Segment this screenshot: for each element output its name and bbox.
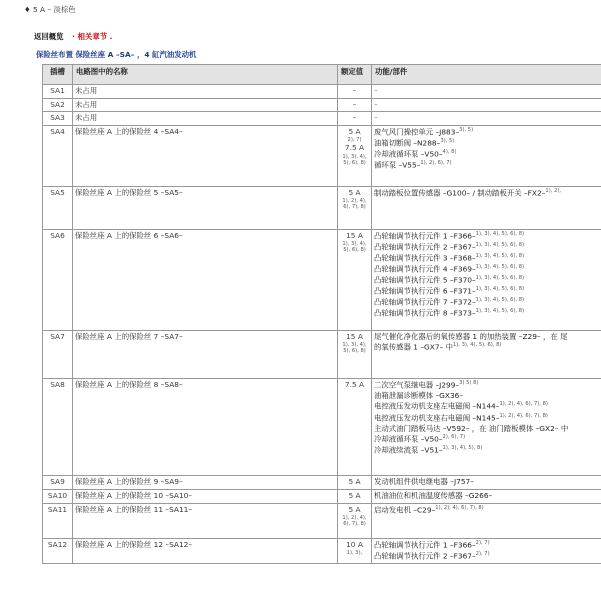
rating-cell xyxy=(338,98,372,112)
circuit-name-cell: 保险丝座 A 上的保险丝 10 –SA10– xyxy=(73,489,338,503)
rating-cell xyxy=(338,112,372,126)
table-row xyxy=(43,125,601,186)
footnote-refs: 1), 2), 6), 7) xyxy=(420,159,452,166)
rating-cell xyxy=(338,186,372,229)
component-line xyxy=(374,253,601,264)
slot-cell: SA7 xyxy=(43,330,73,378)
rating-value: 15 A xyxy=(346,230,363,240)
component-text: 凸轮轴调节执行元件 7 –F372– xyxy=(374,297,476,307)
header-name: 电路图中的名称 xyxy=(73,65,338,85)
function-cell xyxy=(372,112,601,126)
component-text: 凸轮轴调节执行元件 2 –F367– xyxy=(374,242,476,252)
table-row xyxy=(43,330,601,378)
table-row xyxy=(43,229,601,330)
table-row xyxy=(43,489,601,503)
rating-value: 7.5 A xyxy=(344,379,365,389)
rating-footnote-refs: 1), 3), 4), 5), 6), 8) xyxy=(342,241,367,254)
rating-footnote-refs-alt: 1), 3), 4), 5), 6), 8) xyxy=(342,153,367,166)
related-chapters-link[interactable]: · 相关章节 . xyxy=(72,32,113,41)
component-text: 凸轮轴调节执行元件 6 –F371– xyxy=(374,286,476,296)
component-text: 冷却液续流泵 –V51– xyxy=(374,445,443,455)
footnote-refs: 3), 5) xyxy=(440,137,455,144)
component-text: 发动机组件供电继电器 –J757– xyxy=(374,476,474,486)
footnote-refs: 1), 2), 4), 6), 7), 8) xyxy=(435,504,484,511)
slot-cell: SA11 xyxy=(43,503,73,538)
circuit-name-cell: 未占用 xyxy=(73,85,338,99)
component-text: 凸轮轴调节执行元件 3 –F368– xyxy=(374,253,476,263)
rating-value: – xyxy=(352,86,357,95)
component-line xyxy=(374,477,601,488)
rating-cell xyxy=(338,489,372,503)
function-cell xyxy=(372,85,601,99)
component-text: 电控液压发动机支座左电磁阀 –N144– xyxy=(374,401,500,411)
component-line xyxy=(374,342,601,353)
function-cell xyxy=(372,186,601,229)
component-text: – xyxy=(374,86,378,95)
footnote-refs: 1), 3), 4), 5), 6), 8) xyxy=(475,241,525,248)
table-row xyxy=(43,186,601,229)
component-text: 油箱切断阀 –N288– xyxy=(374,138,441,148)
component-line xyxy=(374,401,601,412)
component-text: 凸轮轴调节执行元件 1 –F366– xyxy=(374,540,476,550)
slot-cell: SA4 xyxy=(43,125,73,186)
component-text: 电控液压发动机支座右电磁阀 –N145– xyxy=(374,412,500,422)
rating-cell xyxy=(338,125,372,186)
footnote-refs: 4), 8) xyxy=(442,148,457,155)
circuit-name-cell: 保险丝座 A 上的保险丝 12 –SA12– xyxy=(73,538,338,563)
component-line xyxy=(374,275,601,286)
component-text: 凸轮轴调节执行元件 2 –F367– xyxy=(374,551,476,561)
component-text: 二次空气泵继电器 –J299– xyxy=(374,380,460,390)
back-to-overview-link[interactable]: 返回概览 xyxy=(34,32,64,41)
component-line xyxy=(374,551,601,562)
rating-footnote-refs: 1), 3), xyxy=(346,550,363,557)
footnote-refs: 1), 2), xyxy=(545,187,561,194)
component-line xyxy=(374,491,601,502)
nav-links xyxy=(34,31,112,42)
rating-cell xyxy=(338,85,372,99)
component-text: 废气风门操控单元 –J883– xyxy=(374,127,460,137)
component-line xyxy=(374,127,601,138)
rating-value-alt: 7.5 A xyxy=(344,143,365,153)
component-text: – xyxy=(374,113,378,123)
table-row xyxy=(43,112,601,126)
component-text: 的氧传感器 1 –GX7– 中 xyxy=(374,342,453,352)
component-text: 凸轮轴调节执行元件 4 –F369– xyxy=(374,264,476,274)
component-line xyxy=(374,149,601,160)
function-cell xyxy=(372,489,601,503)
component-line xyxy=(374,380,601,391)
section-title: 保险丝布置 保险丝座 A –SA– ，4 缸汽油发动机 xyxy=(36,50,197,59)
component-line xyxy=(374,391,601,402)
component-line xyxy=(374,264,601,275)
slot-cell: SA10 xyxy=(43,489,73,503)
slot-cell: SA5 xyxy=(43,186,73,229)
header-function: 功能/部件 xyxy=(372,65,601,85)
rating-value: 5 A xyxy=(348,126,361,136)
component-line xyxy=(374,160,601,171)
component-text: 尾气催化净化器后的氧传感器 1 的加热装置 –Z29– ，在 尾 xyxy=(374,331,568,341)
table-row xyxy=(43,378,601,475)
rating-value: 15 A xyxy=(346,331,363,341)
component-line xyxy=(374,413,601,424)
circuit-name-cell: 保险丝座 A 上的保险丝 4 –SA4– xyxy=(73,125,338,186)
slot-cell: SA12 xyxy=(43,538,73,563)
footnote-refs: 2), 6), 7) xyxy=(442,434,466,441)
slot-cell: SA3 xyxy=(43,112,73,126)
table-row xyxy=(43,98,601,112)
component-text: 凸轮轴调节执行元件 8 –F373– xyxy=(374,308,476,318)
component-line xyxy=(374,286,601,297)
table-body xyxy=(43,85,601,564)
function-cell xyxy=(372,538,601,563)
component-text: 凸轮轴调节执行元件 5 –F370– xyxy=(374,275,476,285)
rating-value: 5 A xyxy=(348,187,361,197)
color-note: ♦ 5 A – 淡棕色 xyxy=(24,5,76,14)
component-text: 机油油位和机油温度传感器 –G266– xyxy=(374,490,493,500)
footnote-refs: 1), 3), 4), 5), 6), 8) xyxy=(475,275,525,282)
footnote-refs: 1), 2), 4), 6), 7), 8) xyxy=(499,412,548,419)
rating-cell xyxy=(338,229,372,330)
footnote-refs: 1), 3), 4), 5), 6), 8) xyxy=(475,308,525,315)
component-line xyxy=(374,100,601,111)
component-text: – xyxy=(374,99,378,109)
rating-cell xyxy=(338,503,372,538)
component-line xyxy=(374,424,601,435)
fuse-table-container xyxy=(42,64,601,607)
table-row xyxy=(43,538,601,563)
rating-footnote-refs: 2), 7) xyxy=(347,137,362,144)
fuse-table xyxy=(42,64,601,564)
component-line xyxy=(374,505,601,516)
component-line xyxy=(374,332,601,343)
rating-cell xyxy=(338,378,372,475)
footnote-refs: 1), 3), 4), 5), 6), 8) xyxy=(452,342,502,349)
circuit-name-cell: 保险丝座 A 上的保险丝 5 –SA5– xyxy=(73,186,338,229)
slot-cell: SA1 xyxy=(43,85,73,99)
footnote-refs: 1), 3), 4), 5), 6), 8) xyxy=(475,263,525,270)
circuit-name-cell: 保险丝座 A 上的保险丝 9 –SA9– xyxy=(73,475,338,489)
circuit-name-cell: 保险丝座 A 上的保险丝 8 –SA8– xyxy=(73,378,338,475)
component-line xyxy=(374,434,601,445)
slot-cell: SA8 xyxy=(43,378,73,475)
table-row xyxy=(43,503,601,538)
table-row xyxy=(43,85,601,99)
function-cell xyxy=(372,503,601,538)
component-line xyxy=(374,308,601,319)
circuit-name-cell: 保险丝座 A 上的保险丝 7 –SA7– xyxy=(73,330,338,378)
component-text: 冷却液循环泵 –V50– xyxy=(374,434,443,444)
component-text: 制动踏板位置传感器 –G100– / 制动踏板开关 –FX2– xyxy=(374,188,546,198)
slot-cell: SA2 xyxy=(43,98,73,112)
function-cell xyxy=(372,330,601,378)
slot-cell: SA9 xyxy=(43,475,73,489)
component-text: 循环泵 –V55– xyxy=(374,160,421,170)
component-text: 启动发电机 –C29– xyxy=(374,505,436,515)
component-text: 油箱泄漏诊断模体 –GX36– xyxy=(374,390,464,400)
rating-value: 5 A xyxy=(348,490,361,500)
rating-value: – xyxy=(352,113,357,123)
footnote-refs: 2), 7) xyxy=(475,539,490,546)
component-text: 冷却液循环泵 –V50– xyxy=(374,149,443,159)
component-line xyxy=(374,540,601,551)
rating-footnote-refs: 1), 2), 4), 6), 7), 8) xyxy=(342,198,367,211)
rating-value: 5 A xyxy=(348,504,361,514)
slot-cell: SA6 xyxy=(43,229,73,330)
circuit-name-cell: 未占用 xyxy=(73,98,338,112)
footnote-refs: 1), 3), 4), 5), 6), 8) xyxy=(475,230,525,237)
rating-value: – xyxy=(352,99,357,109)
footnote-refs: 1), 3), 4), 5), 8) xyxy=(442,445,483,452)
rating-value: 10 A xyxy=(346,539,363,549)
circuit-name-cell: 保险丝座 A 上的保险丝 11 –SA11– xyxy=(73,503,338,538)
rating-cell xyxy=(338,475,372,489)
component-text: 主动式油门踏板马达 –V592– ，在 油门踏板模体 –GX2– 中 xyxy=(374,423,569,433)
footnote-refs: 1), 3), 4), 5), 6), 8) xyxy=(475,297,525,304)
component-line xyxy=(374,297,601,308)
footnote-refs: 1), 3), 4), 5), 6), 8) xyxy=(475,286,525,293)
footnote-refs: 2), 7) xyxy=(475,550,490,557)
component-line xyxy=(374,242,601,253)
component-line xyxy=(374,231,601,242)
header-rating: 额定值 xyxy=(338,65,372,85)
rating-cell xyxy=(338,538,372,563)
circuit-name-cell: 保险丝座 A 上的保险丝 6 –SA6– xyxy=(73,229,338,330)
function-cell xyxy=(372,98,601,112)
component-line xyxy=(374,86,601,97)
rating-cell xyxy=(338,330,372,378)
header-slot: 插槽 xyxy=(43,65,73,85)
rating-footnote-refs: 1), 3), 4), 5), 6), 8) xyxy=(342,342,367,355)
rating-footnote-refs: 1), 2), 4), 6), 7), 8) xyxy=(342,515,367,528)
table-row xyxy=(43,475,601,489)
table-header-row xyxy=(43,65,601,85)
footnote-refs: 3) 5) 8) xyxy=(459,379,479,386)
footnote-refs: 1), 2), 4), 6), 7), 8) xyxy=(499,401,548,408)
component-text: 凸轮轴调节执行元件 1 –F366– xyxy=(374,231,476,241)
component-line xyxy=(374,113,601,124)
function-cell xyxy=(372,125,601,186)
component-line xyxy=(374,138,601,149)
footnote-refs: 3), 5) xyxy=(459,126,474,133)
footnote-refs: 1), 3), 4), 5), 6), 8) xyxy=(475,252,525,259)
circuit-name-cell: 未占用 xyxy=(73,112,338,126)
function-cell xyxy=(372,378,601,475)
component-line xyxy=(374,188,601,199)
component-line xyxy=(374,445,601,456)
function-cell xyxy=(372,475,601,489)
function-cell xyxy=(372,229,601,330)
rating-value: 5 A xyxy=(348,476,361,486)
